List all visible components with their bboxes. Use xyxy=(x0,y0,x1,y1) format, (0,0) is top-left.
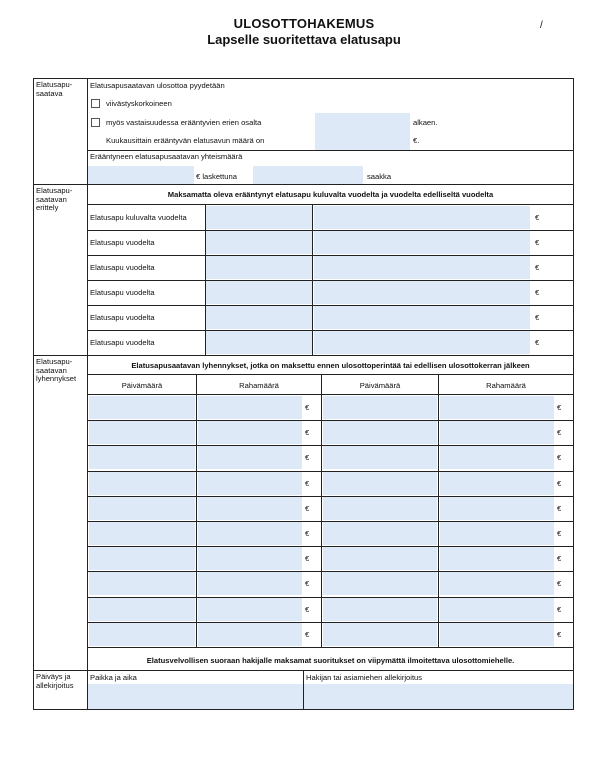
total-label: Erääntyneen elatusapusaatavan yhteismäärä xyxy=(90,152,243,161)
until-label: saakka xyxy=(367,172,392,181)
euro-sign: € xyxy=(535,288,540,297)
payment-amount-field[interactable] xyxy=(440,396,554,419)
payment-amount-field[interactable] xyxy=(198,598,302,621)
spec-year-field[interactable] xyxy=(206,206,312,229)
payment-amount-field[interactable] xyxy=(440,446,554,469)
spec-amount-field[interactable] xyxy=(314,256,530,279)
col-date-2: Päivämäärä xyxy=(359,381,401,390)
section3-side-label: Elatusapu- saatavan lyhennykset xyxy=(36,357,77,384)
payment-amount-field[interactable] xyxy=(440,522,554,545)
payment-amount-field[interactable] xyxy=(198,572,302,595)
euro-sign: € xyxy=(557,504,562,513)
divider xyxy=(312,305,313,330)
calc-date-field[interactable] xyxy=(253,166,363,184)
section2-heading: Maksamatta oleva erääntynyt elatusapu kuluvalta vuodelta ja vuodelta edelliseltä vuodelta xyxy=(167,190,494,199)
euro-sign: € xyxy=(535,313,540,322)
euro-sign: € xyxy=(305,529,310,538)
spec-amount-field[interactable] xyxy=(314,281,530,304)
divider xyxy=(312,255,313,280)
divider xyxy=(205,230,206,255)
euro-sign: € xyxy=(305,504,310,513)
divider xyxy=(87,647,574,648)
divider xyxy=(205,305,206,330)
payment-date-field[interactable] xyxy=(323,522,437,545)
payment-date-field[interactable] xyxy=(323,623,437,646)
euro-sign: € xyxy=(535,213,540,222)
euro-sign: € xyxy=(557,630,562,639)
section1-side-label: Elatusapu- saatava xyxy=(36,80,73,98)
calc-label: € laskettuna xyxy=(196,172,237,181)
form-title: ULOSOTTOHAKEMUS xyxy=(233,16,375,31)
payment-amount-field[interactable] xyxy=(440,421,554,444)
request-text: Elatusapusaatavan ulosottoa pyydetään xyxy=(90,81,225,90)
spec-row-label: Elatusapu vuodelta xyxy=(90,288,155,297)
frame-top xyxy=(33,78,574,79)
spec-row-label: Elatusapu kuluvalta vuodelta xyxy=(90,213,187,222)
divider xyxy=(87,204,574,205)
payment-date-field[interactable] xyxy=(89,497,195,520)
divider xyxy=(438,374,439,647)
future-checkbox[interactable] xyxy=(91,118,100,127)
divider xyxy=(205,280,206,305)
divider xyxy=(321,374,322,647)
spec-year-field[interactable] xyxy=(206,281,312,304)
spec-row-label: Elatusapu vuodelta xyxy=(90,338,155,347)
section-divider xyxy=(33,355,574,356)
payment-amount-field[interactable] xyxy=(198,522,302,545)
euro-sign: € xyxy=(305,453,310,462)
payment-amount-field[interactable] xyxy=(440,623,554,646)
spec-year-field[interactable] xyxy=(206,256,312,279)
divider xyxy=(205,330,206,355)
euro-sign: € xyxy=(557,605,562,614)
spec-year-field[interactable] xyxy=(206,231,312,254)
payment-date-field[interactable] xyxy=(323,547,437,570)
payment-date-field[interactable] xyxy=(89,522,195,545)
footer-note: Elatusvelvollisen suoraan hakijalle maksamat suoritukset on viipymättä ilmoitettava ulosottomiehelle. xyxy=(146,656,515,665)
euro-sign: € xyxy=(305,428,310,437)
payment-date-field[interactable] xyxy=(89,472,195,495)
payment-amount-field[interactable] xyxy=(440,472,554,495)
spec-amount-field[interactable] xyxy=(314,306,530,329)
section2-side-label: Elatusapu- saatavan erittely xyxy=(36,186,73,213)
divider xyxy=(87,394,574,395)
payment-date-field[interactable] xyxy=(323,472,437,495)
payment-date-field[interactable] xyxy=(323,421,437,444)
col-date-1: Päivämäärä xyxy=(121,381,163,390)
euro-sign: € xyxy=(535,238,540,247)
section-divider xyxy=(33,184,574,185)
monthly-euro: €. xyxy=(413,136,420,145)
col-amount-1: Rahamäärä xyxy=(239,381,279,390)
payment-date-field[interactable] xyxy=(323,396,437,419)
payment-date-field[interactable] xyxy=(89,547,195,570)
payment-amount-field[interactable] xyxy=(198,446,302,469)
payment-date-field[interactable] xyxy=(89,446,195,469)
place-time-field[interactable] xyxy=(88,684,303,709)
divider xyxy=(312,330,313,355)
payment-date-field[interactable] xyxy=(89,396,195,419)
monthly-label: Kuukausittain erääntyvän elatusavun määrä on xyxy=(106,136,265,145)
form-subtitle: Lapselle suoritettava elatusapu xyxy=(207,32,401,47)
euro-sign: € xyxy=(305,554,310,563)
col-amount-2: Rahamäärä xyxy=(486,381,526,390)
section3-heading: Elatusapusaatavan lyhennykset, jotka on maksettu ennen ulosottoperintää tai edellisen ulosottokerran jälkeen xyxy=(131,361,530,370)
divider xyxy=(312,205,313,230)
payment-amount-field[interactable] xyxy=(198,472,302,495)
euro-sign: € xyxy=(305,630,310,639)
payment-amount-field[interactable] xyxy=(198,396,302,419)
euro-sign: € xyxy=(305,579,310,588)
from-label: alkaen. xyxy=(413,118,438,127)
page-mark: / xyxy=(540,20,543,31)
start-date-field[interactable] xyxy=(315,113,410,150)
divider xyxy=(312,230,313,255)
signature-label: Hakijan tai asiamiehen allekirjoitus xyxy=(306,673,423,682)
payment-date-field[interactable] xyxy=(323,497,437,520)
interest-label: viivästyskorkoineen xyxy=(106,99,172,108)
spec-amount-field[interactable] xyxy=(314,331,530,354)
interest-checkbox[interactable] xyxy=(91,99,100,108)
signature-field[interactable] xyxy=(304,684,573,709)
euro-sign: € xyxy=(557,579,562,588)
place-time-label: Paikka ja aika xyxy=(90,673,137,682)
euro-sign: € xyxy=(557,479,562,488)
euro-sign: € xyxy=(305,605,310,614)
payment-amount-field[interactable] xyxy=(198,497,302,520)
payment-amount-field[interactable] xyxy=(440,547,554,570)
spec-amount-field[interactable] xyxy=(314,206,530,229)
euro-sign: € xyxy=(557,529,562,538)
spec-row-label: Elatusapu vuodelta xyxy=(90,238,155,247)
euro-sign: € xyxy=(305,403,310,412)
divider xyxy=(87,374,574,375)
spec-amount-field[interactable] xyxy=(314,231,530,254)
spec-row-label: Elatusapu vuodelta xyxy=(90,263,155,272)
divider xyxy=(205,255,206,280)
euro-sign: € xyxy=(535,338,540,347)
euro-sign: € xyxy=(557,554,562,563)
euro-sign: € xyxy=(557,453,562,462)
divider xyxy=(205,205,206,230)
payment-amount-field[interactable] xyxy=(198,421,302,444)
payment-amount-field[interactable] xyxy=(198,623,302,646)
payment-date-field[interactable] xyxy=(323,572,437,595)
section4-side-label: Päiväys ja allekirjoitus xyxy=(36,672,74,690)
payment-amount-field[interactable] xyxy=(198,547,302,570)
euro-sign: € xyxy=(557,428,562,437)
spec-row-label: Elatusapu vuodelta xyxy=(90,313,155,322)
payment-date-field[interactable] xyxy=(89,421,195,444)
divider xyxy=(312,280,313,305)
payment-date-field[interactable] xyxy=(323,598,437,621)
payment-amount-field[interactable] xyxy=(440,598,554,621)
total-amount-field[interactable] xyxy=(88,166,194,184)
future-label: myös vastaisuudessa erääntyvien erien osalta xyxy=(106,118,262,127)
payment-date-field[interactable] xyxy=(323,446,437,469)
payment-amount-field[interactable] xyxy=(440,497,554,520)
euro-sign: € xyxy=(557,403,562,412)
payment-date-field[interactable] xyxy=(89,572,195,595)
spec-year-field[interactable] xyxy=(206,331,312,354)
payment-date-field[interactable] xyxy=(89,598,195,621)
frame-left xyxy=(33,78,34,710)
spec-year-field[interactable] xyxy=(206,306,312,329)
euro-sign: € xyxy=(305,479,310,488)
payment-amount-field[interactable] xyxy=(440,572,554,595)
payment-date-field[interactable] xyxy=(89,623,195,646)
divider xyxy=(196,374,197,647)
euro-sign: € xyxy=(535,263,540,272)
divider xyxy=(87,150,574,151)
